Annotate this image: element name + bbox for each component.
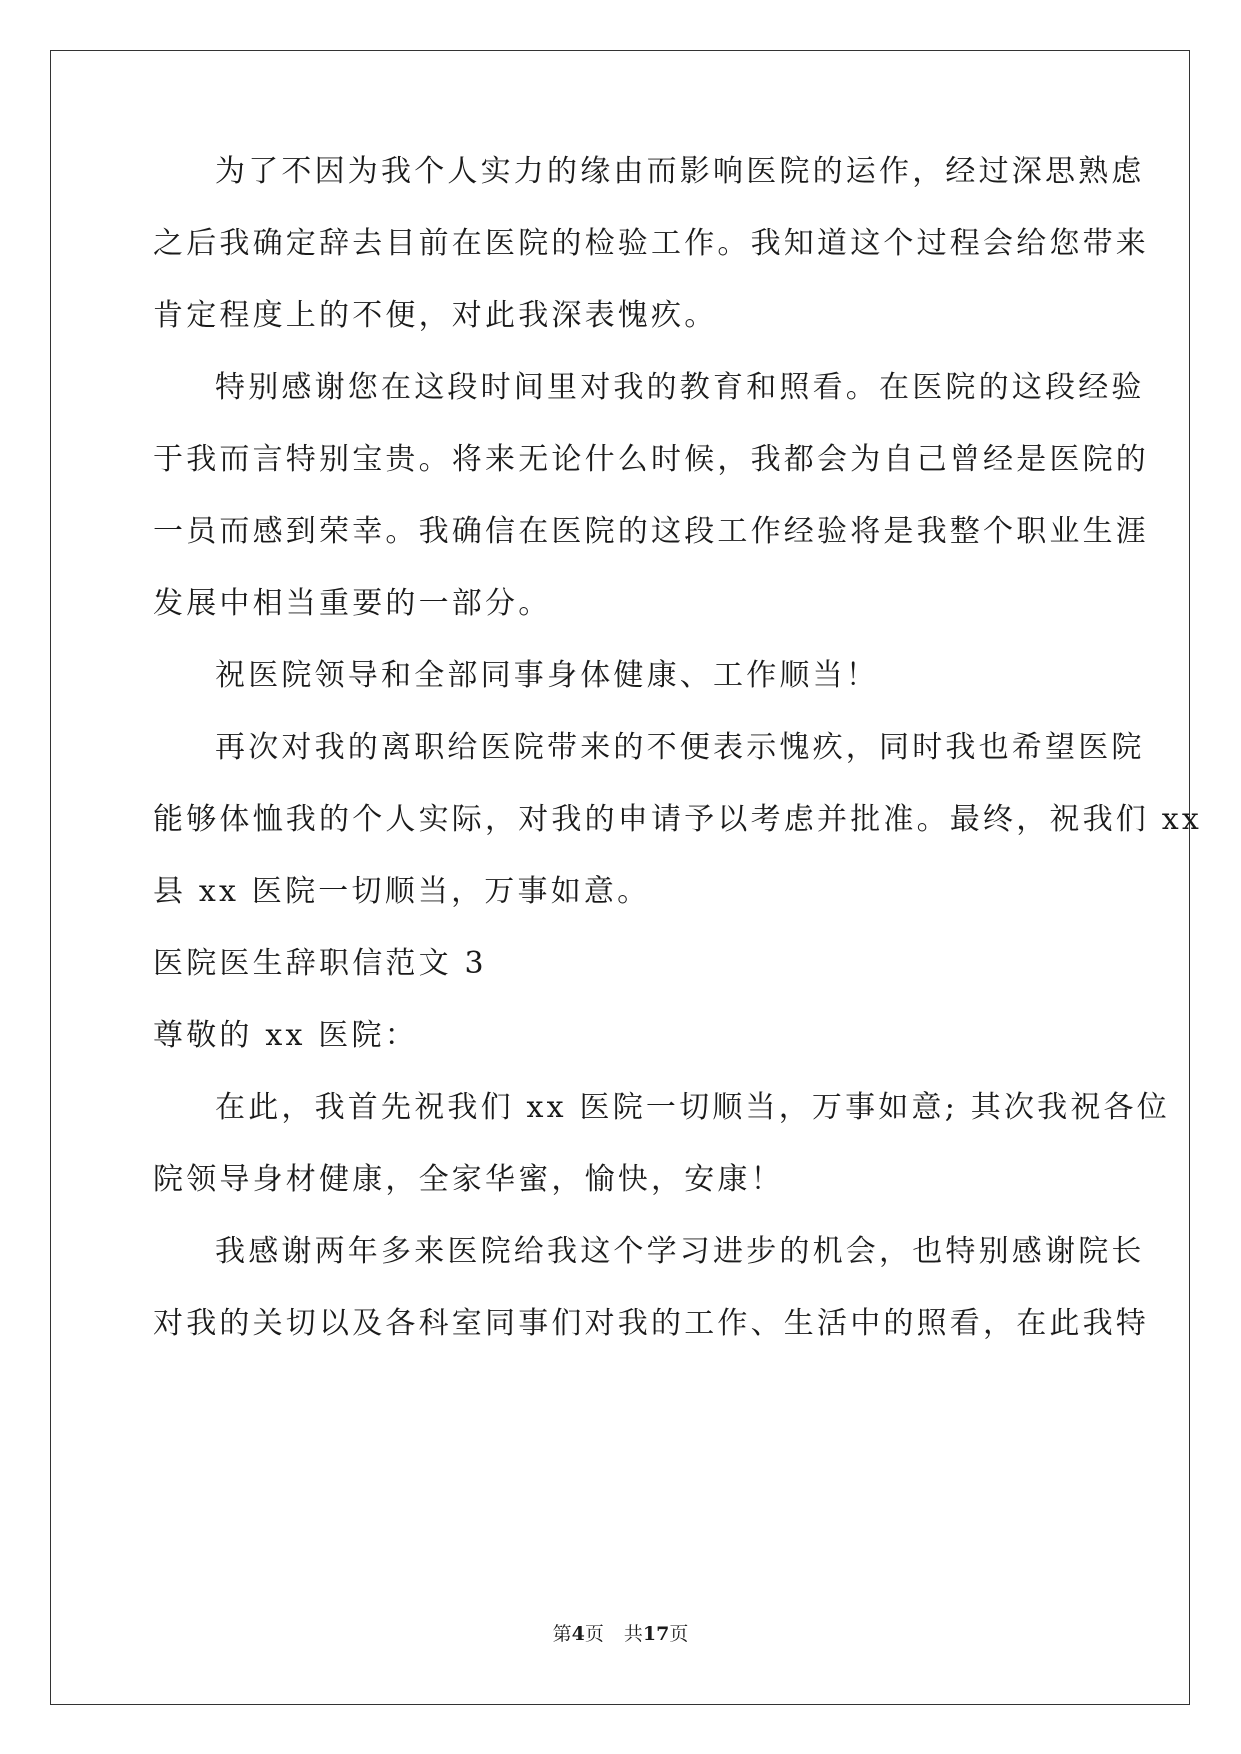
paragraph-line: 祝医院领导和全部同事身体健康、工作顺当！ <box>215 658 879 693</box>
paragraph-line: 对我的关切以及各科室同事们对我的工作、生活中的照看，在此我特 <box>153 1306 1149 1341</box>
paragraph-line: 院领导身材健康，全家华蜜，愉快，安康！ <box>153 1162 784 1197</box>
paragraph-line: 肯定程度上的不便，对此我深表愧疚。 <box>153 298 718 333</box>
paragraph-line: 一员而感到荣幸。我确信在医院的这段工作经验将是我整个职业生涯 <box>153 514 1149 549</box>
paragraph-line: 为了不因为我个人实力的缘由而影响医院的运作，经过深思熟虑 <box>215 154 1145 189</box>
paragraph-line: 特别感谢您在这段时间里对我的教育和照看。在医院的这段经验 <box>215 370 1145 405</box>
page-footer <box>0 1622 1241 1646</box>
total-page-number: 17 <box>642 1623 670 1645</box>
footer-page-word: 页 <box>584 1623 604 1645</box>
paragraph-line: 于我而言特别宝贵。将来无论什么时候，我都会为自己曾经是医院的 <box>153 442 1149 477</box>
footer-total-suffix: 页 <box>669 1623 689 1645</box>
paragraph-line: 在此，我首先祝我们 xx 医院一切顺当，万事如意; 其次我祝各位 <box>215 1090 1170 1125</box>
paragraph-line: 我感谢两年多来医院给我这个学习进步的机会，也特别感谢院长 <box>215 1234 1145 1269</box>
paragraph-line: 再次对我的离职给医院带来的不便表示愧疚，同时我也希望医院 <box>215 730 1145 765</box>
paragraph-line: 能够体恤我的个人实际，对我的申请予以考虑并批准。最终，祝我们 xx <box>153 802 1202 837</box>
current-page-number: 4 <box>571 1623 585 1645</box>
footer-prefix: 第 <box>552 1623 572 1645</box>
paragraph-line: 发展中相当重要的一部分。 <box>153 586 552 621</box>
salutation: 尊敬的 xx 医院： <box>153 1018 418 1053</box>
paragraph-line: 县 xx 医院一切顺当，万事如意。 <box>153 874 651 909</box>
paragraph-line: 之后我确定辞去目前在医院的检验工作。我知道这个过程会给您带来 <box>153 226 1149 261</box>
section-title: 医院医生辞职信范文 3 <box>153 946 487 981</box>
footer-total-prefix: 共 <box>623 1623 643 1645</box>
